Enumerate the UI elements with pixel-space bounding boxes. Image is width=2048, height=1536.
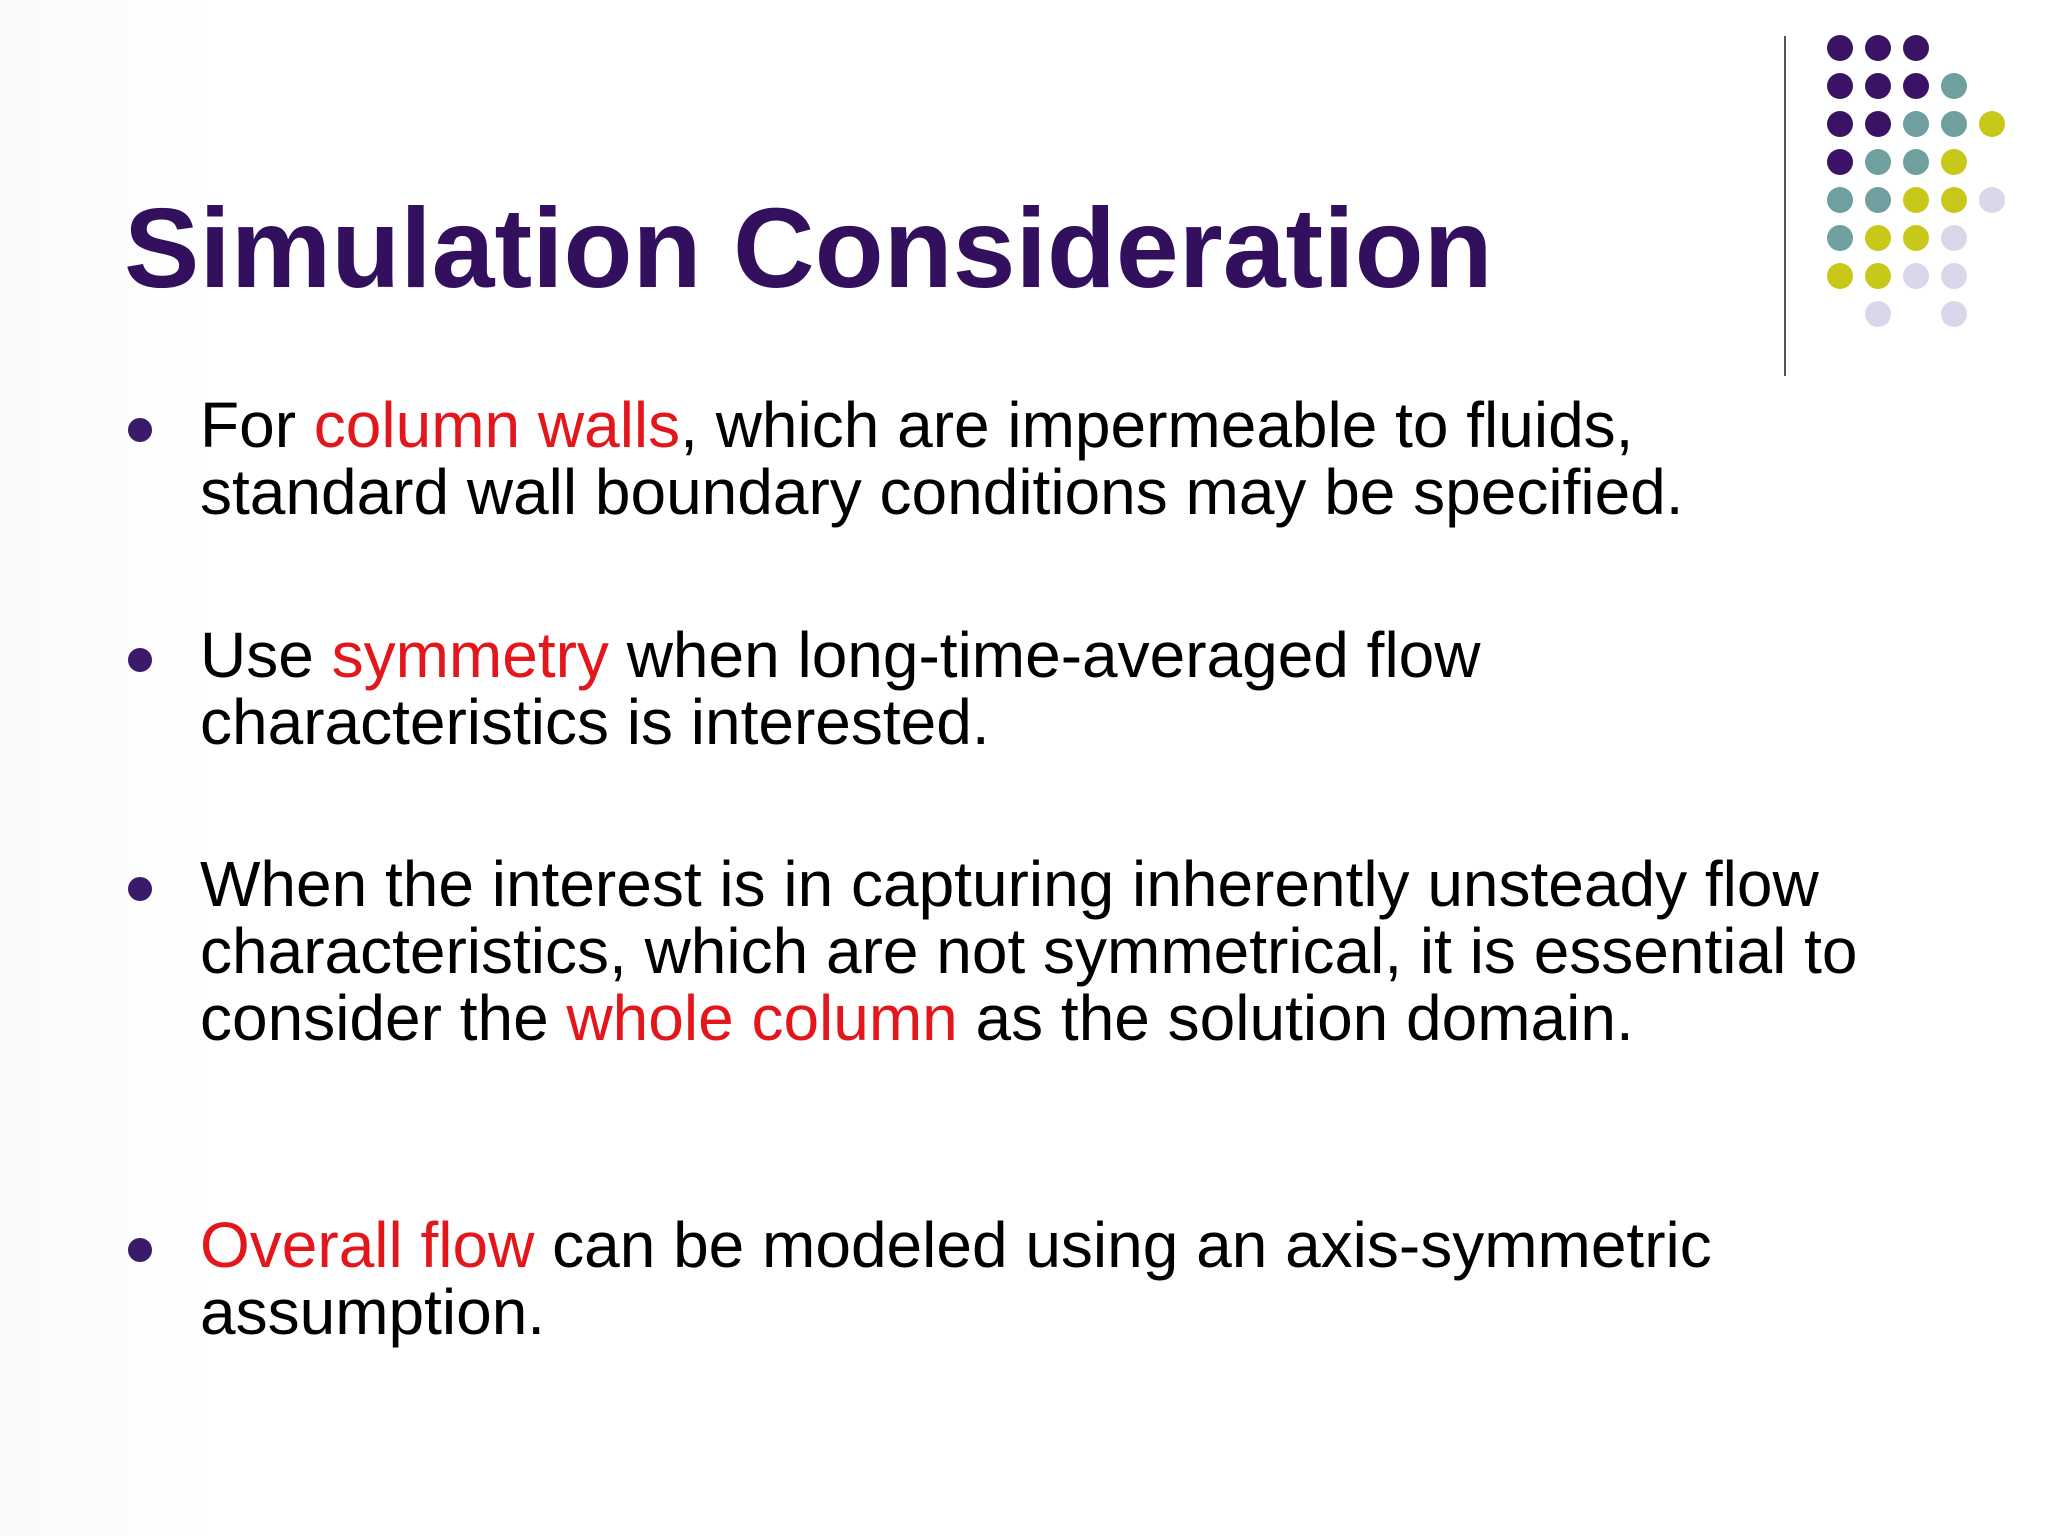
bullet-item — [200, 619, 1880, 758]
bullet-dot-icon — [128, 648, 152, 672]
bullet-text: Use — [200, 619, 332, 691]
bullet-highlight: whole column — [566, 982, 958, 1054]
bullet-highlight: column walls — [313, 389, 681, 461]
slide-title: Simulation Consideration — [124, 185, 1493, 311]
bullet-text: can be modeled using an axis-symmetric assumption. — [200, 1209, 1712, 1348]
bullet-text: as the solution domain. — [957, 982, 1634, 1054]
bullet-text: when long-time-averaged flow characteristics is interested. — [200, 619, 1481, 758]
bullet-highlight: Overall flow — [200, 1209, 535, 1281]
title-divider-line — [1784, 36, 1786, 376]
bullet-dot-icon — [128, 877, 152, 901]
bullet-text: , which are impermeable to fluids, standard wall boundary conditions may be specified. — [200, 389, 1684, 528]
bullet-text: When the interest is in capturing inherently unsteady flow characteristics, which are not symmetrical, it is essential to consider the — [200, 848, 1858, 1054]
bullet-item — [200, 389, 1880, 528]
bullet-dot-icon — [128, 418, 152, 442]
bullet-item — [200, 1209, 1880, 1348]
bullet-text: For — [200, 389, 314, 461]
bullet-dot-icon — [128, 1238, 152, 1262]
bullet-highlight: symmetry — [331, 619, 609, 691]
bullet-item — [200, 848, 1880, 1054]
